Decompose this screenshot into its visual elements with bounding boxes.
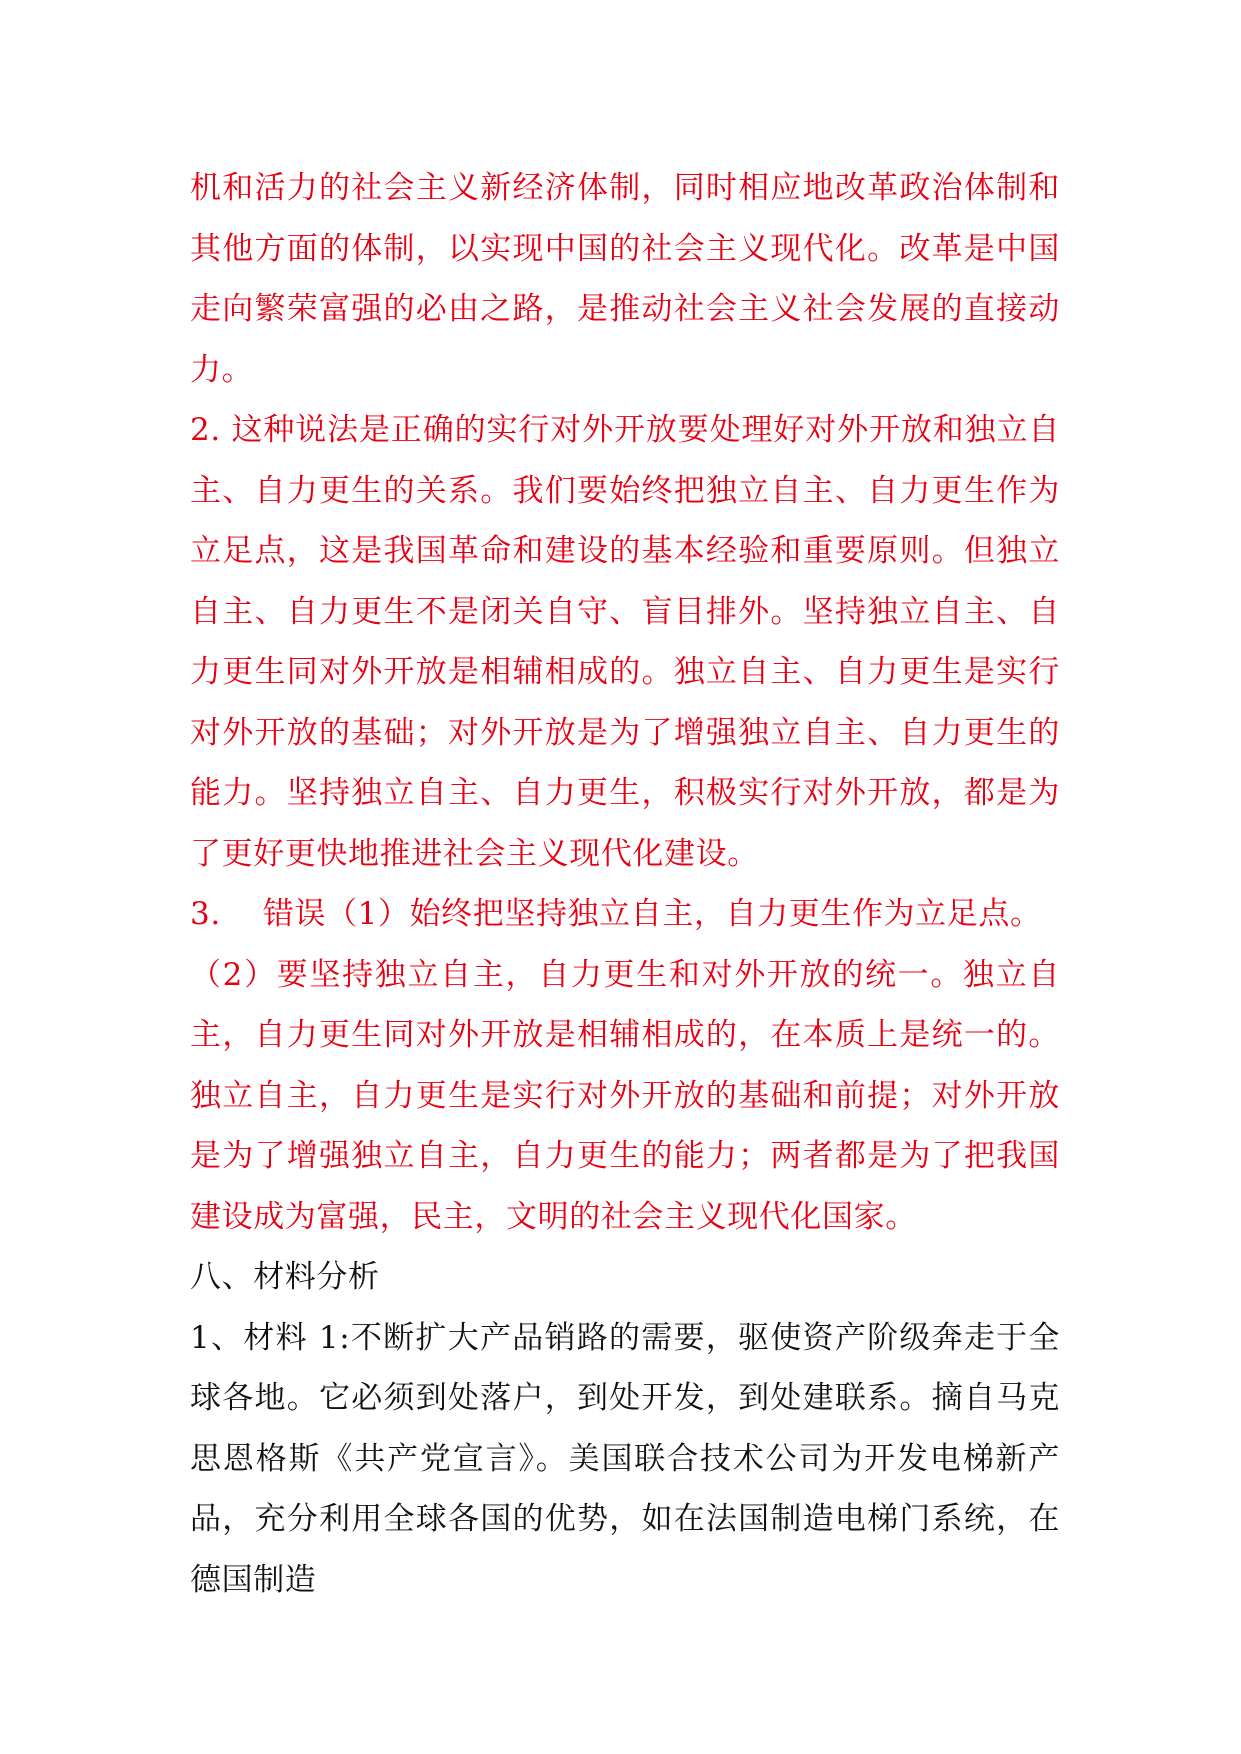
paragraph-answer-3-part-2: （2）要坚持独立自主，自力更生和对外开放的统一。独立自主，自力更生同对外开放是相辅相成的，在本质上是统一的。独立自主，自力更生是实行对外开放的基础和前提；对外开放是为了增强独立自主，自力更生的能力；两者都是为了把我国建设成为富强，民主，文明的社会主义现代化国家。 xyxy=(190,956,1060,1235)
paragraph-reform-continued: 机和活力的社会主义新经济体制，同时相应地改革政治体制和其他方面的体制，以实现中国的社会主义现代化。改革是中国走向繁荣富强的必由之路，是推动社会主义社会发展的直接动力。 xyxy=(190,170,1060,388)
paragraph-material-1: 1、材料 1:不断扩大产品销路的需要，驱使资产阶级奔走于全球各地。它必须到处落户，到处开发，到处建联系。摘自马克思恩格斯《共产党宣言》。美国联合技术公司为开发电梯新产品，充分利用全球各国的优势，如在法国制造电梯门系统，在德国制造 xyxy=(190,1319,1060,1598)
paragraph-answer-2: 2. 这种说法是正确的实行对外开放要处理好对外开放和独立自主、自力更生的关系。我们要始终把独立自主、自力更生作为立足点，这是我国革命和建设的基本经验和重要原则。但独立自主、自力更生不是闭关自守、盲目排外。坚持独立自主、自力更生同对外开放是相辅相成的。独立自主、自力更生是实行对外开放的基础；对外开放是为了增强独立自主、自力更生的能力。坚持独立自主、自力更生，积极实行对外开放，都是为了更好更快地推进社会主义现代化建设。 xyxy=(190,412,1060,872)
paragraph-answer-3: 3. 错误（1）始终把坚持独立自主，自力更生作为立足点。 xyxy=(190,896,1042,932)
document-body xyxy=(190,158,1060,1610)
section-heading-material-analysis: 八、材料分析 xyxy=(190,1259,380,1295)
